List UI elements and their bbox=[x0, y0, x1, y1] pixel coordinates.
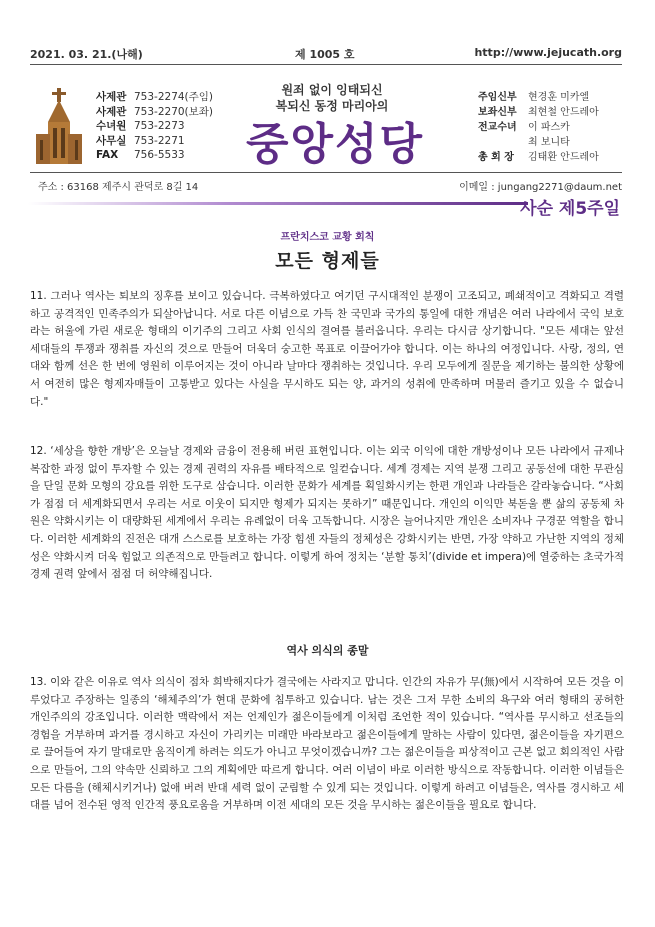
liturgical-season: 사순 제5주일 bbox=[520, 199, 620, 219]
staff-row: 주임신부 현경훈 미카엘 bbox=[478, 92, 590, 103]
contact-row: 사제관 753-2270(보좌) bbox=[96, 105, 214, 118]
issue-date: 2021. 03. 21.(나해) bbox=[30, 48, 143, 61]
header-rule bbox=[30, 172, 622, 173]
church-name: 중앙성당 bbox=[245, 119, 424, 170]
contact-row: 사무실 753-2271 bbox=[96, 134, 185, 147]
top-rule bbox=[30, 64, 622, 65]
document-title: 모든 형제들 bbox=[275, 250, 380, 272]
church-email[interactable]: 이메일 : jungang2271@daum.net bbox=[459, 182, 622, 193]
paragraph-12: 12. ‘세상을 향한 개방’은 오늘날 경제와 금융이 전용해 버린 표현입니다. 이는 외국 이익에 대한 개방성이나 모든 나라에서 규제나 복잡한 과정 없이 투자할 수 있는 경제 권력의 자유를 배타적으로 일컫습니다. 세계 경제는 지역 분쟁 그리고 공동선에 대한 무관심을 단일 문화 모형의 강요를 위한 도구로 삼습니다. 이러한 문화가 세계를 획일화시키는 한편 개인과 나라들은 갈라놓습니다. “사회가 점점 더 세계화되면서 우리는 서로 이웃이 되지만 형제가 되지는 못하기” 때문입니다. 개인의 이익만 북돋울 뿐 삶의 공동체 차원은 약화시키는 이 대량화된 세계에서 우리는 유례없이 더욱 고독합니다. 시장은 늘어나지만 개인은 소비자나 구경꾼 역할을 합니다. 이러한 세계화의 진전은 대개 스스로를 보호하는 가장 힘센 자들의 정체성은 강화시키는 반면, 가장 약하고 가난한 지역의 정체성은 약화시켜 더욱 힘없고 의존적으로 만들려고 합니다. 이렇게 하여 정치는 ‘분할 통치’(divide et impera)에 열중하는 초국가적 경제 권력 앞에서 점점 더 허약해집니다. bbox=[30, 445, 624, 581]
website-url[interactable]: http://www.jejucath.org bbox=[474, 46, 622, 59]
paragraph-13: 13. 이와 같은 이유로 역사 의식이 점차 희박해지다가 결국에는 사라지고 맙니다. 인간의 자유가 무(無)에서 시작하여 모든 것을 이루었다고 주장하는 일종의 ‘해체주의’가 현대 문화에 침투하고 있습니다. 남는 것은 그저 무한 소비의 욕구와 여러 형태의 공허한 개인주의의 강조입니다. 이러한 맥락에서 저는 언제인가 젊은이들에게 이처럼 조언한 적이 있습니다. “역사를 무시하고 선조들의 경험을 거부하며 과거를 경시하고 자신이 가리키는 미래만 바라보라고 젊은이들에게 말하는 사람이 있다면, 젊은이들을 자기편으로 끌어들여 자기 말대로만 움직이게 하려는 의도가 아니고 무엇이겠습니까? 그는 젊은이들을 피상적이고 근본 없고 회의적인 사람으로 만들어, 그의 약속만 신뢰하고 그의 계획에만 따르게 합니다. 여러 이념이 바로 이러한 방식으로 작동합니다. 이러한 이념들은 모든 다름을 (해체시키거나) 없애 버려 반대 세력 없이 군림할 수 있게 되는 것입니다. 이렇게 하려고 이념들은, 역사를 경시하고 세대를 넘어 전수된 영적 인간적 풍요로움을 거부하며 이전 세대의 모든 것을 무시하는 젊은이들을 필요로 합니다. bbox=[30, 676, 624, 812]
staff-row: 보좌신부 최현철 안드레아 bbox=[478, 107, 599, 118]
staff-row: 총 회 장 김태환 안드레아 bbox=[478, 152, 599, 163]
issue-number: 제 1005 호 bbox=[295, 48, 355, 61]
season-band bbox=[28, 202, 528, 205]
church-icon bbox=[34, 88, 84, 164]
staff-row: 최 보니타 bbox=[528, 137, 570, 148]
subtitle-line: 원죄 없이 잉태되신 bbox=[281, 83, 383, 97]
section-heading: 역사 의식의 종말 bbox=[286, 644, 369, 657]
contact-list bbox=[96, 90, 213, 163]
masthead-topline bbox=[30, 46, 622, 60]
church-address: 주소 : 63168 제주시 관덕로 8길 14 bbox=[38, 182, 199, 193]
document-source: 프란치스코 교황 회칙 bbox=[280, 232, 375, 243]
staff-row: 전교수녀 이 파스카 bbox=[478, 122, 570, 133]
contact-row: 사제관 753-2274(주임) bbox=[96, 91, 214, 103]
contact-row: FAX 756-5533 bbox=[96, 149, 185, 162]
contact-row: 수녀원 753-2273 bbox=[96, 120, 185, 133]
paragraph-11: 11. 그러나 역사는 퇴보의 징후를 보이고 있습니다. 극복하였다고 여기던 구시대적인 분쟁이 고조되고, 폐쇄적이고 격화되고 격렬하고 공격적인 민족주의가 되살아납니다. 서로 다른 이념으로 가득 찬 국민과 국가의 통일에 대한 개념은 여러 나라에서 국익 보호라는 허울에 가린 새로운 형태의 이기주의 그리고 사회 인식의 결여를 불러옵니다. 우리는 다시금 상기합니다. "모든 세대는 앞선 세대들의 투쟁과 쟁취를 자신의 것으로 만들어 더욱더 숭고한 목표로 이끌어가야 합니다. 이는 하나의 여정입니다. 사랑, 정의, 연대와 함께 선은 한 번에 영원히 이루어지는 것이 아니라 날마다 쟁취하는 것입니다. 우리 모두에게 질문을 제기하는 불의한 상황에서 여전히 많은 형제자매들이 고통받고 있다는 사실을 무시하도 되는 양, 과거의 성취에 만족하며 머물러 즐기고 있을 수 없습니다." bbox=[30, 290, 624, 408]
subtitle-line: 복되신 동정 마리아의 bbox=[275, 99, 389, 113]
staff-list bbox=[478, 90, 599, 165]
